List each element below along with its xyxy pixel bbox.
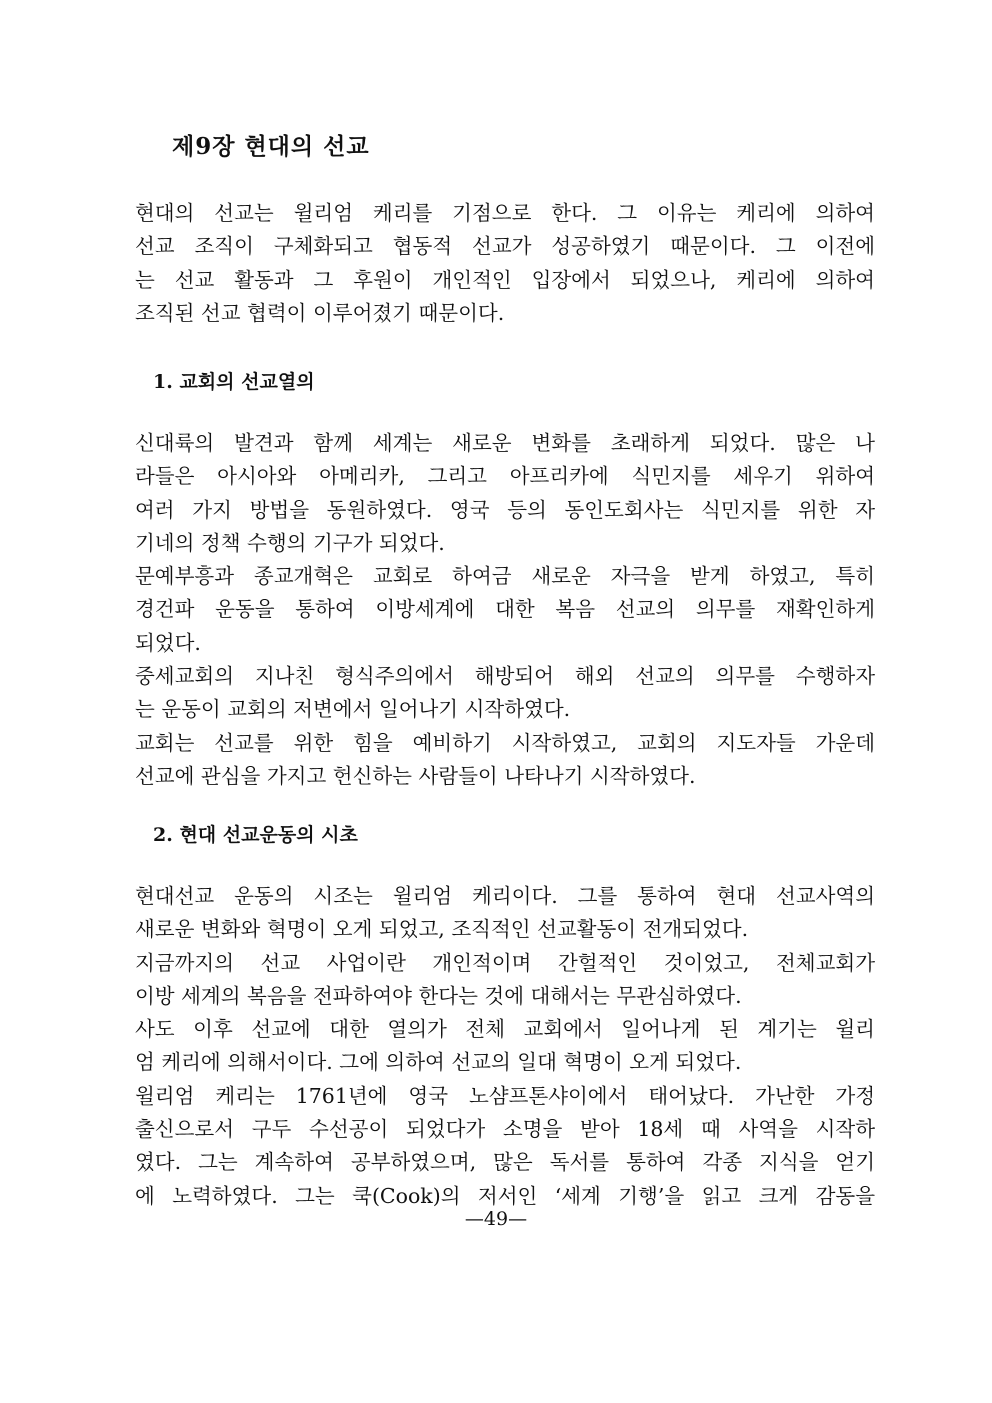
text-line: 조직된 선교 협력이 이루어졌기 때문이다. <box>135 300 505 325</box>
text-line: 윌리엄 케리는 1761년에 영국 노샴프톤샤이에서 태어났다. 가난한 가정 <box>135 1083 875 1108</box>
text-line: 사도 이후 선교에 대한 열의가 전체 교회에서 일어나게 된 계기는 윌리 <box>135 1017 875 1042</box>
chapter-title: 제9장 현대의 선교 <box>172 133 370 160</box>
section-2-body <box>135 880 875 1213</box>
text-line: 선교 조직이 구체화되고 협동적 선교가 성공하였기 때문이다. 그 이전에 <box>135 234 875 259</box>
text-line: 기네의 정책 수행의 기구가 되었다. <box>135 530 445 555</box>
text-line: 현대선교 운동의 시조는 윌리엄 케리이다. 그를 통하여 현대 선교사역의 <box>135 884 875 908</box>
text-line: 는 선교 활동과 그 후원이 개인적인 입장에서 되었으나, 케리에 의하여 <box>135 267 875 292</box>
section-1-body <box>135 427 875 793</box>
text-line: 되었다. <box>135 630 201 655</box>
text-line: 에 노력하였다. 그는 쿡(Cook)의 저서인 ‘세계 기행’을 읽고 크게 감동을 <box>135 1183 875 1208</box>
text-line: 문예부흥과 종교개혁은 교회로 하여금 새로운 자극을 받게 하였고, 특히 <box>135 564 875 589</box>
text-line: 엄 케리에 의해서이다. 그에 의하여 선교의 일대 혁명이 오게 되었다. <box>135 1050 742 1075</box>
page-number: —49— <box>464 1208 528 1230</box>
text-line: 는 운동이 교회의 저변에서 일어나기 시작하였다. <box>135 697 571 722</box>
text-line: 중세교회의 지나친 형식주의에서 해방되어 해외 선교의 의무를 수행하자 <box>135 664 875 689</box>
text-line: 현대의 선교는 윌리엄 케리를 기점으로 한다. 그 이유는 케리에 의하여 <box>135 201 875 225</box>
section-2-title: 2. 현대 선교운동의 시초 <box>153 824 358 846</box>
section-1-title: 1. 교회의 선교열의 <box>153 371 315 393</box>
text-line: 교회는 선교를 위한 힘을 예비하기 시작하였고, 교회의 지도자들 가운데 <box>135 730 875 755</box>
text-line: 여러 가지 방법을 동원하였다. 영국 등의 동인도회사는 식민지를 위한 자 <box>135 497 875 522</box>
text-line: 지금까지의 선교 사업이란 개인적이며 간헐적인 것이었고, 전체교회가 <box>135 950 875 975</box>
text-line: 이방 세계의 복음을 전파하여야 한다는 것에 대해서는 무관심하였다. <box>135 983 742 1008</box>
text-line: 출신으로서 구두 수선공이 되었다가 소명을 받아 18세 때 사역을 시작하 <box>135 1117 875 1142</box>
text-line: 였다. 그는 계속하여 공부하였으며, 많은 독서를 통하여 각종 지식을 얻기 <box>135 1150 875 1175</box>
text-line: 경건파 운동을 통하여 이방세계에 대한 복음 선교의 의무를 재확인하게 <box>135 597 875 622</box>
intro-paragraph <box>135 197 875 330</box>
text-line: 선교에 관심을 가지고 헌신하는 사람들이 나타나기 시작하였다. <box>135 763 696 788</box>
text-line: 새로운 변화와 혁명이 오게 되었고, 조직적인 선교활동이 전개되었다. <box>135 917 749 942</box>
text-line: 신대륙의 발견과 함께 세계는 새로운 변화를 초래하게 되었다. 많은 나 <box>135 431 875 455</box>
text-line: 라들은 아시아와 아메리카, 그리고 아프리카에 식민지를 세우기 위하여 <box>135 464 875 489</box>
